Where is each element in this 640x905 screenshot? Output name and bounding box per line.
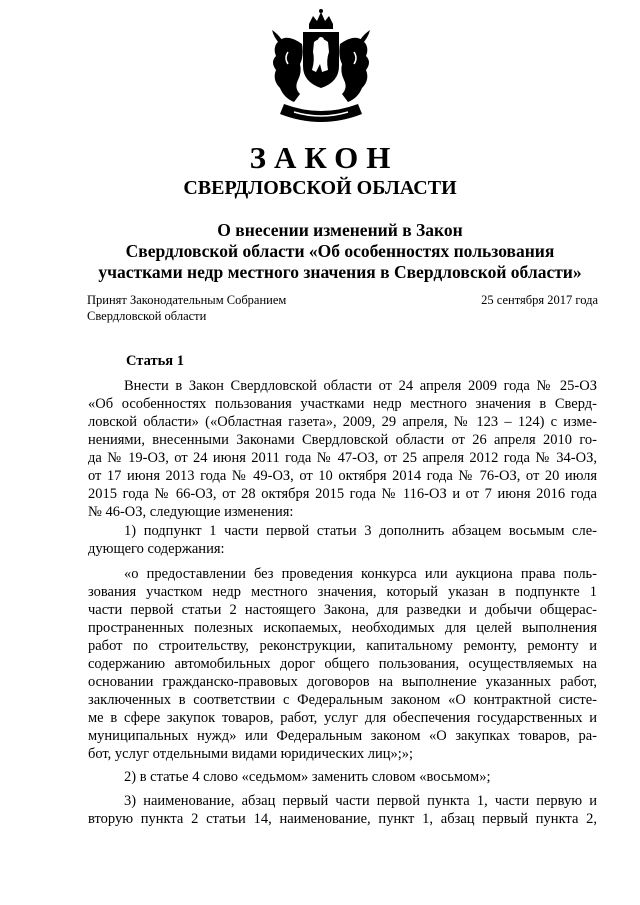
adopted-by-line: Принят Законодательным Собранием [87,293,287,307]
body-line: содержанию автомобильных дорог общего пользования, осуществляемых на [88,656,597,672]
body-line: пространенных полезных ископаемых, необходимых для целей выполнения [88,620,597,636]
body-line: ме в сфере закупок товаров, работ, услуг для обеспечения государственных и [88,710,597,726]
body-line: Внести в Закон Свердловской области от 24 апреля 2009 года № 25-ОЗ [124,378,597,394]
body-line: муниципальных нужд» или Федеральным законом «О закупках товаров, ра- [88,728,597,744]
body-line: да № 19-ОЗ, от 24 июня 2011 года № 47-ОЗ, от 25 апреля 2012 года № 34-ОЗ, [88,450,597,466]
body-line: части первой статьи 2 настоящего Закона, для разведки и добычи общерас- [88,602,597,618]
coat-of-arms-icon [258,8,384,130]
law-subtitle [90,220,590,283]
body-line: зования участком недр местного значения, который указан в подпункте 1 [88,584,597,600]
body-line: 1) подпункт 1 части первой статьи 3 дополнить абзацем восьмым сле- [124,523,597,539]
body-line: дующего содержания: [88,541,225,557]
adopted-by-line: Свердловской области [87,309,207,323]
body-line: ловской области» («Областная газета», 2009, 29 апреля, № 123 – 124) с изме- [88,414,597,430]
body-line: заключенных в соответствии с Федеральным законом «О контрактной систе- [88,692,597,708]
body-line: от 17 июня 2013 года № 49-ОЗ, от 10 октября 2014 года № 76-ОЗ, от 20 июля [88,468,597,484]
body-line: вторую пункта 2 статьи 14, наименование, пункт 1, абзац первый пункта 2, [88,811,597,827]
article-heading: Статья 1 [126,353,184,369]
body-line: основании гражданско-правовых договоров на выполнение указанных работ, [88,674,597,690]
subtitle-line: Свердловской области «Об особенностях пользования [125,241,555,261]
body-line: «Об особенностях пользования участками недр местного значения в Сверд- [88,396,597,412]
adopted-by [87,292,286,324]
body-line: нениями, внесенными Законами Свердловской области от 26 апреля 2010 го- [88,432,597,448]
body-line: работ по строительству, реконструкции, капитальному ремонту, ремонту и [88,638,597,654]
law-title: ЗАКОН [249,140,399,175]
subtitle-line: участками недр местного значения в Свердловской области» [98,262,582,282]
body-line: бот, услуг отдельными видами юридических лиц»;»; [88,746,414,762]
subtitle-line: О внесении изменений в Закон [217,220,463,240]
body-line: 3) наименование, абзац первый части первой пункта 1, части первую и [124,793,597,809]
body-line: 2) в статье 4 слово «седьмом» заменить словом «восьмом»; [124,769,491,785]
body-line: 2015 года № 66-ОЗ, от 28 октября 2015 года № 116-ОЗ и от 7 июня 2016 года [88,486,597,502]
body-line: «о предоставлении без проведения конкурса или аукциона права поль- [124,566,597,582]
law-region: СВЕРДЛОВСКОЙ ОБЛАСТИ [183,177,457,199]
body-line: № 46-ОЗ, следующие изменения: [88,504,294,520]
adoption-date: 25 сентября 2017 года [481,293,598,307]
